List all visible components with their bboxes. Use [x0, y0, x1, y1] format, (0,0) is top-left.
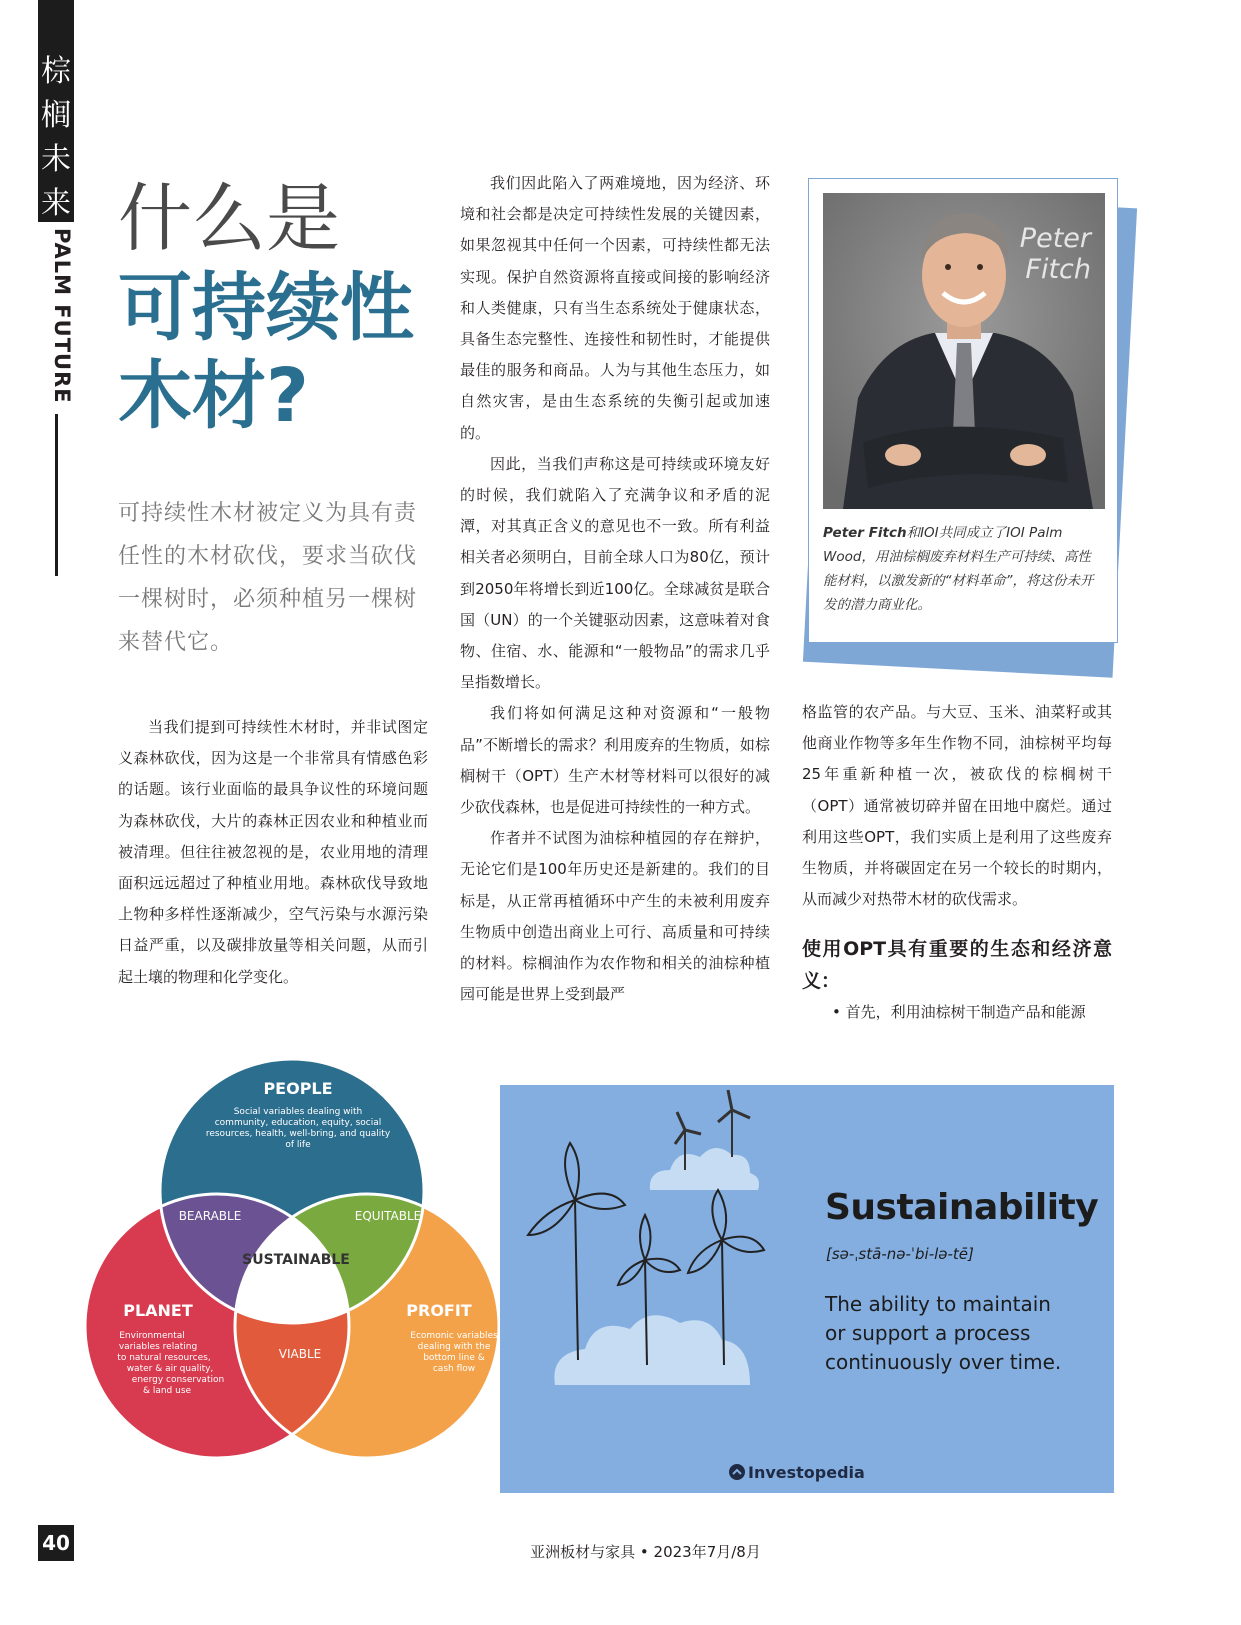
venn-bearable-label: BEARABLE	[178, 1209, 242, 1223]
page-number: 40	[38, 1525, 74, 1561]
paragraph: 因此，当我们声称这是可持续或环境友好的时候，我们就陷入了充满争议和矛盾的泥潭，对其真正含义的意见也不一致。所有利益相关者必须明白，目前全球人口为80亿，预计到2050年将增长到近100亿。全球减贫是联合国（UN）的一个关键驱动因素，这意味着对食物、住宿、水、能源和“一般物品”的需求几乎呈指数增长。	[460, 454, 770, 692]
subheading: 使用OPT具有重要的生态和经济意义：	[802, 938, 1112, 993]
venn-people-desc-line: resources, health, well-bring, and quality	[205, 1129, 391, 1139]
caption-name: Peter Fitch	[823, 525, 907, 541]
venn-profit-desc-line: cash flow	[432, 1364, 476, 1374]
sustainability-definition-panel	[500, 1085, 1114, 1493]
paragraph: 当我们提到可持续性木材时，并非试图定义森林砍伐，因为这是一个非常具有情感色彩的话题。该行业面临的最具争议性的环境问题为森林砍伐，大片的森林正因农业和种植业而被清理。但往往被忽视的是，农业用地的清理面积远远超过了种植业用地。森林砍伐导致地上物种多样性逐渐减少，空气污染与水源污染日益严重，以及碳排放量等相关问题，从而引起土壤的物理和化学变化。	[118, 718, 428, 986]
venn-equitable-label: EQUITABLE	[354, 1209, 422, 1223]
venn-profit-title: PROFIT	[406, 1301, 472, 1320]
venn-planet-desc-line: Environmental	[119, 1331, 185, 1341]
brand-name: Investopedia	[748, 1463, 865, 1482]
wind-turbines-illustration	[500, 1085, 810, 1493]
investopedia-logo-icon	[728, 1463, 746, 1481]
photo-card	[808, 178, 1118, 643]
caption-text: 和IOI共同成立了IOI Palm Wood，用油棕榈废弃材料生产可持续、高性能材料，以激发新的“材料革命”，将这份未开发的潜力商业化。	[823, 525, 1094, 613]
venn-planet-title: PLANET	[123, 1301, 193, 1320]
column-1	[118, 712, 428, 993]
sustainability-venn-diagram	[82, 1056, 502, 1476]
portrait-name-overlay	[1020, 223, 1091, 285]
title-line-1: 什么是	[118, 176, 340, 262]
masthead-char: 棕	[41, 54, 71, 89]
venn-profit-desc-line: Ecomonic variables	[410, 1331, 498, 1341]
venn-sustainable-label: SUSTAINABLE	[242, 1252, 350, 1268]
masthead-char: 未	[41, 142, 71, 177]
venn-planet-desc-line: to natural resources,	[117, 1353, 211, 1363]
photo-caption	[823, 521, 1103, 617]
venn-planet-desc-line: & land use	[142, 1386, 192, 1396]
masthead-en: PALM FUTURE	[50, 228, 74, 404]
masthead-char: 来	[41, 186, 71, 221]
paragraph: 格监管的农产品。与大豆、玉米、油菜籽或其他商业作物等多年生作物不同，油棕树平均每25年重新种植一次，被砍伐的棕榈树干（OPT）通常被切碎并留在田地中腐烂。通过利用这些OPT，我们实质上是利用了这些废弃生物质，并将碳固定在另一个较长的时期内，从而减少对热带木材的砍伐需求。	[802, 703, 1112, 909]
title-line-2: 可持续性木材?	[118, 265, 414, 439]
portrait-photo	[823, 193, 1105, 509]
venn-profit-desc-line: dealing with the	[417, 1342, 491, 1352]
definition-text: The ability to maintain or support a process continuously over time.	[825, 1292, 1062, 1374]
definition-word: Sustainability	[825, 1187, 1099, 1228]
paragraph: 我们因此陷入了两难境地，因为经济、环境和社会都是决定可持续性发展的关键因素，如果忽视其中任何一个因素，可持续性都无法实现。保护自然资源将直接或间接的影响经济和人类健康，只有当生态系统处于健康状态，具备生态完整性、连接性和韧性时，才能提供最佳的服务和商品。人为与其他生态压力，如自然灾害，是由生态系统的失衡引起或加速的。	[460, 174, 770, 442]
venn-people-title: PEOPLE	[263, 1079, 333, 1098]
venn-planet-desc-line: energy conservation	[131, 1375, 225, 1385]
masthead-cn	[38, 0, 74, 222]
deck: 可持续性木材被定义为具有责任性的木材砍伐，要求当砍伐一棵树时，必须种植另一棵树来替代它。	[118, 501, 418, 655]
masthead-rule	[55, 414, 58, 576]
definition-pronunciation: [sə-ˌstā-nə-ˈbi-lə-tē]	[826, 1245, 974, 1263]
masthead-char: 榈	[41, 98, 71, 133]
footer: 亚洲板材与家具 • 2023年7月/8月	[530, 1543, 761, 1561]
venn-planet-desc-line: water & air quality,	[126, 1364, 214, 1374]
venn-people-desc-line: Social variables dealing with	[233, 1107, 363, 1117]
name-overlay-first: Peter	[1019, 223, 1091, 254]
paragraph: 作者并不试图为油棕种植园的存在辩护，无论它们是100年历史还是新建的。我们的目标是，从正常再植循环中产生的未被利用废弃生物质中创造出商业上可行、高质量和可持续的材料。棕榈油作为农作物和相关的油棕种植园可能是世界上受到最严	[460, 829, 770, 1004]
venn-planet-desc-line: variables relating	[118, 1342, 198, 1352]
name-overlay-last: Fitch	[1025, 254, 1091, 285]
column-3	[802, 697, 1112, 1029]
venn-profit-desc-line: bottom line &	[423, 1353, 485, 1363]
venn-viable-label: VIABLE	[278, 1347, 322, 1361]
bullet-item: • 首先，利用油棕树干制造产品和能源	[832, 1003, 1086, 1022]
paragraph: 我们将如何满足这种对资源和“一般物品”不断增长的需求？利用废弃的生物质，如棕榈树干（OPT）生产木材等材料可以很好的减少砍伐森林，也是促进可持续性的一种方式。	[460, 704, 770, 817]
venn-people-desc-line: community, education, equity, social	[214, 1118, 382, 1128]
column-2	[460, 168, 770, 1010]
venn-people-desc-line: of life	[285, 1140, 311, 1150]
